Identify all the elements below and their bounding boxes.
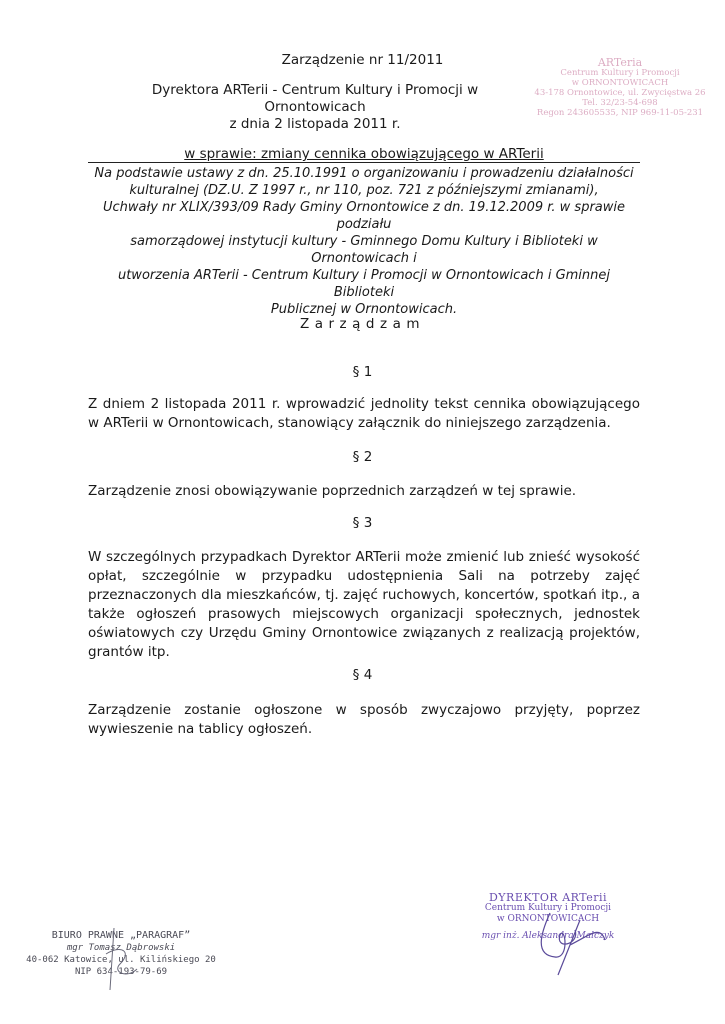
divider [88, 162, 640, 163]
stamp-line: ARTeria [597, 56, 643, 69]
issuer-line-2: z dnia 2 listopada 2011 r. [229, 116, 401, 132]
stamp-line: BIURO PRAWNE „PARAGRAF” [51, 930, 191, 941]
document-title: Zarządzenie nr 11/2011 [281, 52, 444, 68]
legal-basis-line: utworzenia ARTerii - Centrum Kultury i Promocji w Ornontowicach i Gminnej Biblioteki [117, 268, 611, 300]
stamp-line: DYREKTOR ARTerii [488, 891, 608, 904]
section-number: § 2 [352, 449, 373, 465]
decree-heading: Zarządzam [299, 316, 425, 332]
legal-basis-line: Uchwały nr XLIX/393/09 Rady Gminy Ornontowice z dn. 19.12.2009 r. w sprawie podziału [102, 200, 626, 232]
stamp-line: Centrum Kultury i Promocji [560, 68, 680, 78]
stamp-line: mgr Tomasz Dąbrowski [66, 943, 176, 953]
arteria-stamp [520, 58, 720, 118]
legal-basis-line: kulturalnej (DZ.U. Z 1997 r., nr 110, poz. 721 z późniejszymi zmianami), [129, 183, 599, 198]
legal-basis [88, 165, 640, 318]
director-signature [520, 905, 630, 980]
stamp-line: mgr inż. Aleksandra Malczyk [481, 931, 615, 941]
stamp-line: Centrum Kultury i Promocji [484, 903, 612, 913]
section-text: Zarządzenie znosi obowiązywanie poprzednich zarządzeń w tej sprawie. [88, 483, 577, 499]
subject-text: w sprawie: zmiany cennika obowiązującego w ARTerii [184, 146, 544, 162]
legal-basis-line: Na podstawie ustawy z dn. 25.10.1991 o organizowaniu i prowadzeniu działalności [94, 166, 634, 181]
issuer-line-1: Dyrektora ARTerii - Centrum Kultury i Promocji w Ornontowicach [151, 82, 479, 115]
stamp-line: w ORNONTOWICACH [496, 914, 600, 924]
section-number: § 4 [352, 667, 373, 683]
section-text: Zarządzenie zostanie ogłoszone w sposób zwyczajowo przyjęty, poprzez wywieszenie na tablicy ogłoszeń. [88, 702, 640, 737]
stamp-line: Tel. 32/23-54-698 [582, 98, 658, 108]
stamp-line: 40-062 Katowice, ul. Kilińskiego 20 [26, 955, 216, 965]
law-office-signature [92, 924, 152, 994]
subject-line [88, 146, 640, 162]
legal-basis-line: samorządowej instytucji kultury - Gminnego Domu Kultury i Biblioteki w Ornontowicach i [130, 234, 598, 266]
section-text: Z dniem 2 listopada 2011 r. wprowadzić jednolity tekst cennika obowiązującego w ARTerii w Ornontowicach, stanowiący załącznik do niniejszego zarządzenia. [88, 396, 640, 431]
issuer-block [110, 82, 520, 133]
section-number: § 3 [352, 515, 373, 531]
stamp-line: Regon 243605535, NIP 969-11-05-231 [536, 108, 704, 118]
stamp-line: NIP 634-193-79-69 [74, 967, 168, 977]
section-text: W szczególnych przypadkach Dyrektor ARTerii może zmienić lub znieść wysokość opłat, szczególnie w przypadku udostępnienia Sali na potrzeby zajęć przeznaczonych dla mieszkańców, tj. zajęć ruchowych, koncertów, spotkań itp., a także ogłoszeń prasowych miejscowych organizacji społecznych, jednostek oświatowych czy Urzędu Gminy Ornontowice związanych z realizacją projektów, grantów itp. [88, 549, 640, 660]
stamp-line: w ORNONTOWICACH [571, 78, 669, 88]
stamp-line: 43-178 Ornontowice, ul. Zwycięstwa 26 [534, 88, 706, 98]
section-number: § 1 [352, 364, 373, 380]
legal-basis-line: Publicznej w Ornontowicach. [270, 302, 458, 317]
